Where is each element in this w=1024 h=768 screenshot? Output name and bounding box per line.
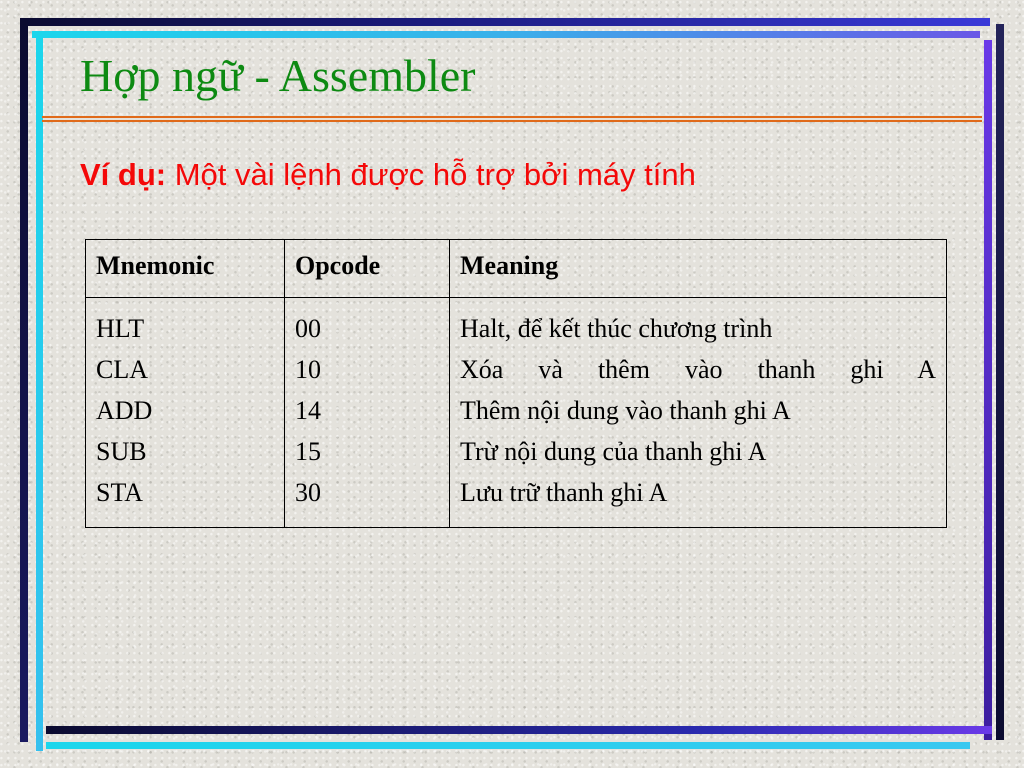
table-header-row: [86, 240, 947, 298]
opcode-cell: 14: [295, 396, 321, 425]
meaning-cell: Thêm nội dung vào thanh ghi A: [460, 396, 791, 425]
header-mnemonic: Mnemonic: [86, 240, 285, 298]
frame-left-cyan-bar: [36, 31, 43, 751]
meaning-cell: Xóa và thêm vào thanh ghi A: [460, 355, 936, 384]
header-opcode: Opcode: [285, 240, 450, 298]
meaning-column: [450, 298, 947, 528]
opcode-column: [285, 298, 450, 528]
title-underline-second: [42, 120, 982, 122]
mnemonic-cell: HLT: [96, 314, 145, 343]
opcode-cell: 00: [295, 314, 321, 343]
frame-right-dark-bar: [996, 24, 1004, 740]
mnemonic-cell: SUB: [96, 437, 147, 466]
frame-top-cyan-bar: [32, 31, 980, 38]
mnemonic-cell: ADD: [96, 396, 153, 425]
frame-right-purple-bar: [984, 40, 992, 740]
meaning-cell: Lưu trữ thanh ghi A: [460, 478, 668, 507]
mnemonic-cell: CLA: [96, 355, 148, 384]
meaning-cell: Halt, để kết thúc chương trình: [460, 314, 773, 343]
subtitle-text: Một vài lệnh được hỗ trợ bởi máy tính: [166, 157, 696, 192]
frame-bottom-cyan-bar: [46, 742, 970, 749]
frame-left-dark-bar: [20, 18, 28, 742]
opcode-table: [85, 239, 947, 528]
subtitle-prefix: Ví dụ:: [80, 157, 167, 192]
header-meaning: Meaning: [450, 240, 947, 298]
mnemonic-cell: STA: [96, 478, 144, 507]
frame-top-dark-bar: [20, 18, 990, 26]
title-underline: [42, 116, 982, 118]
frame-bottom-dark-bar: [46, 726, 992, 734]
mnemonic-column: [86, 298, 285, 528]
slide-title: Hợp ngữ - Assembler: [80, 50, 476, 101]
opcode-cell: 30: [295, 478, 321, 507]
table-body-row: [86, 298, 947, 528]
opcode-cell: 10: [295, 355, 321, 384]
slide-subtitle: [80, 154, 696, 196]
opcode-cell: 15: [295, 437, 321, 466]
meaning-cell: Trừ nội dung của thanh ghi A: [460, 437, 767, 466]
